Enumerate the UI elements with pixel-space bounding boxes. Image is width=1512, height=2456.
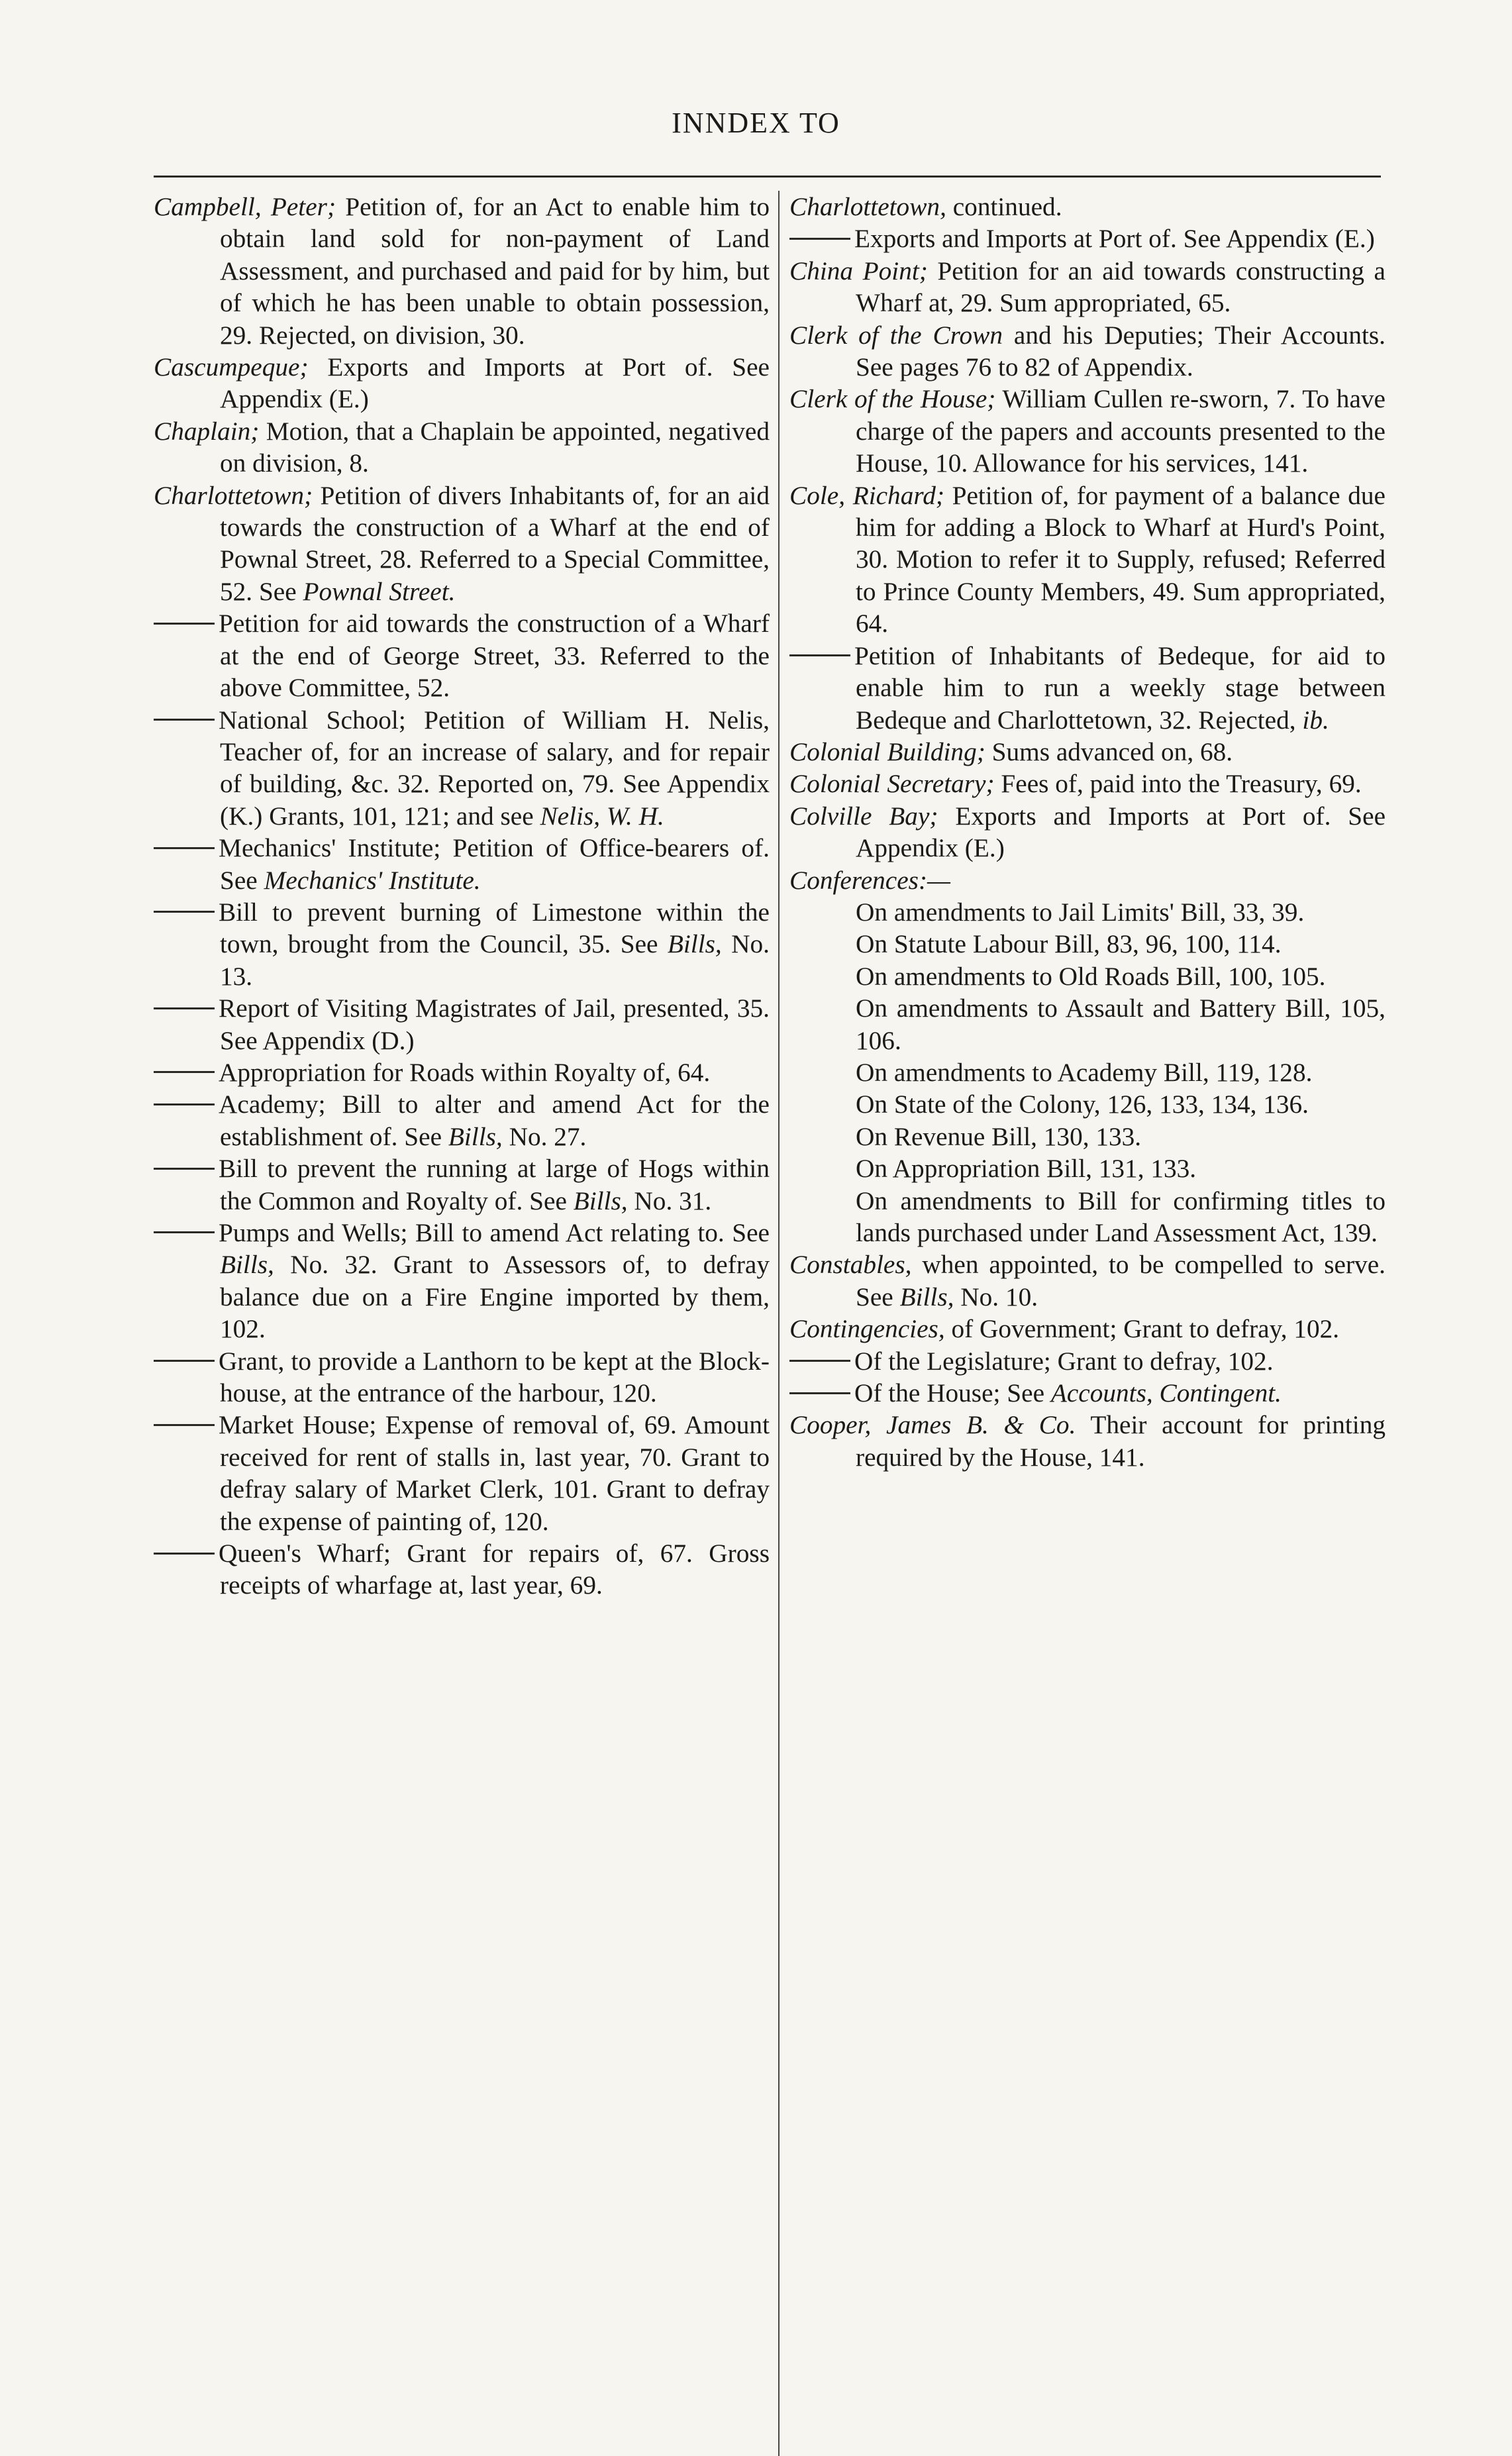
entry-heading: Contingencies,	[789, 1314, 945, 1344]
index-entry	[789, 223, 1386, 254]
ditto-dash	[154, 719, 215, 721]
ditto-dash	[154, 623, 215, 625]
entry-text: On amendments to Assault and Battery Bill, 105, 106.	[856, 994, 1386, 1055]
entry-text: Exports and Imports at Port of. See Appendix (E.)	[220, 352, 770, 414]
entry-text: Academy; Bill to alter and amend Act for the establishment of. See	[219, 1090, 770, 1151]
entry-text-tail: No. 10.	[954, 1282, 1038, 1311]
entry-heading: Clerk of the Crown	[789, 320, 1003, 350]
entry-text: Bill to prevent burning of Limestone within the town, brought from the Council, 35. See	[219, 897, 770, 959]
left-column	[154, 191, 770, 1602]
entry-text: Petition for aid towards the construction of a Wharf at the end of George Street, 33. Referred to the above Committee, 52.	[219, 609, 770, 703]
index-entry	[789, 1249, 1386, 1313]
index-entry	[789, 960, 1386, 992]
ditto-dash	[154, 1103, 215, 1105]
index-entry	[789, 1088, 1386, 1120]
entry-reference: Nelis, W. H.	[540, 801, 664, 831]
index-entry	[789, 255, 1386, 319]
index-entry	[789, 864, 1386, 896]
entry-text: Petition of divers Inhabitants of, for an aid towards the construction of a Wharf at the end of Pownal Street, 28. Referred to a Special Committee, 52. See	[220, 480, 770, 606]
entry-heading: Colonial Secretary;	[789, 769, 995, 799]
entry-text: Grant, to provide a Lanthorn to be kept at the Block-house, at the entrance of the harbour, 120.	[219, 1346, 770, 1408]
entry-heading: Cooper, James B. & Co.	[789, 1410, 1076, 1440]
ditto-dash	[154, 1231, 215, 1233]
entry-heading: Constables,	[789, 1250, 912, 1280]
ditto-dash	[154, 1553, 215, 1555]
index-entry	[154, 1217, 770, 1345]
ditto-dash	[789, 1360, 850, 1362]
entry-heading: China Point;	[789, 256, 928, 285]
entry-reference: Pownal Street.	[303, 576, 456, 606]
ditto-dash	[789, 654, 850, 656]
entry-text: continued.	[946, 192, 1062, 221]
entry-text: Appropriation for Roads within Royalty of, 64.	[219, 1057, 711, 1087]
entry-text: Pumps and Wells; Bill to amend Act relating to. See	[219, 1218, 770, 1247]
entry-heading: Cole, Richard;	[789, 480, 944, 510]
entry-text: National School; Petition of William H. Nelis, Teacher of, for an increase of salary, and for repair of building, &c. 32. Reported on, 79. See Appendix (K.) Grants, 101, 121; and see	[219, 705, 770, 831]
index-entry	[789, 800, 1386, 864]
index-entry	[154, 480, 770, 608]
index-entry	[789, 1152, 1386, 1184]
entry-reference: Mechanics' Institute.	[264, 865, 481, 895]
entry-reference: Bills,	[899, 1282, 954, 1311]
index-entry	[789, 1121, 1386, 1152]
entry-text: when appointed, to be compelled to serve. See	[856, 1250, 1386, 1311]
index-entry	[154, 1056, 770, 1088]
index-entry	[154, 1409, 770, 1537]
index-entry	[154, 1345, 770, 1409]
ditto-dash	[154, 1007, 215, 1009]
index-entry	[789, 1313, 1386, 1345]
ditto-dash	[154, 911, 215, 913]
index-entry	[789, 1345, 1386, 1377]
entry-heading: Charlottetown;	[154, 480, 313, 510]
index-entry	[789, 928, 1386, 960]
entry-heading: Colonial Building;	[789, 737, 985, 766]
entry-text-tail: No. 32. Grant to Assessors of, to defray balance due on a Fire Engine imported by them, 102.	[220, 1250, 770, 1344]
index-entry	[789, 1409, 1386, 1473]
index-entry	[789, 1377, 1386, 1409]
index-entry	[154, 1537, 770, 1602]
entry-heading: Campbell, Peter;	[154, 192, 336, 221]
column-divider	[778, 191, 780, 2456]
entry-text-tail: No. 13.	[220, 929, 770, 991]
entry-text: Of the House; See	[854, 1378, 1051, 1408]
entry-text: On State of the Colony, 126, 133, 134, 136.	[856, 1090, 1309, 1119]
index-entry	[789, 480, 1386, 640]
ditto-dash	[154, 1360, 215, 1362]
index-entry	[789, 736, 1386, 768]
header-rule	[154, 176, 1381, 178]
index-entry	[154, 1152, 770, 1217]
entry-text: Fees of, paid into the Treasury, 69.	[994, 769, 1362, 799]
entry-text: Petition of Inhabitants of Bedeque, for aid to enable him to run a weekly stage between Bedeque and Charlottetown, 32. Rejected,	[854, 640, 1386, 735]
index-entry	[154, 1088, 770, 1152]
index-entry	[154, 415, 770, 480]
ditto-dash	[154, 1168, 215, 1170]
entry-reference: ib.	[1302, 705, 1329, 735]
ditto-dash	[154, 1424, 215, 1426]
index-entry	[789, 191, 1386, 223]
entry-reference: Bills,	[220, 1250, 274, 1280]
entry-text: Of the Legislature; Grant to defray, 102.	[854, 1346, 1274, 1376]
entry-text: On amendments to Academy Bill, 119, 128.	[856, 1057, 1313, 1087]
entry-heading: Charlottetown,	[789, 192, 946, 221]
entry-text: Motion, that a Chaplain be appointed, negatived on division, 8.	[220, 416, 770, 478]
entry-heading: Chaplain;	[154, 416, 260, 446]
index-entry	[154, 832, 770, 896]
entry-text: Their account for printing required by the House, 141.	[856, 1410, 1386, 1472]
entry-text: On Appropriation Bill, 131, 133.	[856, 1154, 1197, 1184]
entry-heading: Conferences:—	[789, 865, 950, 895]
index-entry	[154, 191, 770, 351]
entry-text: Report of Visiting Magistrates of Jail, presented, 35. See Appendix (D.)	[219, 994, 770, 1055]
entry-heading: Colville Bay;	[789, 801, 938, 831]
entry-text-tail: No. 31.	[627, 1186, 712, 1215]
entry-reference: Bills,	[573, 1186, 628, 1215]
index-entry	[789, 992, 1386, 1056]
entry-text: of Government; Grant to defray, 102.	[944, 1314, 1340, 1344]
entry-text: Exports and Imports at Port of. See Appendix (E.)	[856, 801, 1386, 863]
entry-text: Petition of, for payment of a balance due him for adding a Block to Wharf at Hurd's Point, 30. Motion to refer it to Supply, refused; Referred to Prince County Members, 49. Sum appropriated, 64.	[856, 480, 1386, 639]
entry-reference: Accounts, Contingent.	[1050, 1378, 1282, 1408]
entry-text: Mechanics' Institute; Petition of Office-bearers of. See	[219, 833, 770, 895]
entry-text: On amendments to Jail Limits' Bill, 33, 39.	[856, 897, 1305, 927]
entry-text: and his Deputies; Their Accounts. See pages 76 to 82 of Appendix.	[856, 320, 1386, 382]
index-entry	[789, 768, 1386, 799]
index-entry	[789, 896, 1386, 928]
entry-text: William Cullen re-sworn, 7. To have charge of the papers and accounts presented to the House, 10. Allowance for his services, 141.	[856, 384, 1386, 478]
entry-text: Queen's Wharf; Grant for repairs of, 67. Gross receipts of wharfage at, last year, 69.	[219, 1539, 770, 1600]
entry-text: Bill to prevent the running at large of Hogs within the Common and Royalty of. See	[219, 1154, 770, 1215]
entry-reference: Bills,	[667, 929, 722, 959]
index-entry	[789, 383, 1386, 479]
entry-text: On amendments to Bill for confirming titles to lands purchased under Land Assessment Act, 139.	[856, 1186, 1386, 1247]
index-entry	[789, 1185, 1386, 1249]
entry-text: On amendments to Old Roads Bill, 100, 105.	[856, 961, 1326, 991]
entry-text: On Statute Labour Bill, 83, 96, 100, 114.	[856, 929, 1282, 959]
entry-text: On Revenue Bill, 130, 133.	[856, 1121, 1142, 1151]
index-entry	[789, 640, 1386, 736]
entry-text: Exports and Imports at Port of. See Appendix (E.)	[854, 224, 1375, 254]
entry-text-tail: No. 27.	[502, 1121, 587, 1151]
entry-reference: Bills,	[448, 1121, 503, 1151]
entry-text: Sums advanced on, 68.	[985, 737, 1233, 766]
index-entry	[789, 1056, 1386, 1088]
index-entry	[154, 896, 770, 992]
entry-text: Market House; Expense of removal of, 69. Amount received for rent of stalls in, last year, 70. Grant to defray salary of Market Clerk, 101. Grant to defray the expense of painting of, 120.	[219, 1410, 770, 1536]
entry-text: Petition of, for an Act to enable him to obtain land sold for non-payment of Land Assessment, and purchased and paid for by him, but of which he has been unable to obtain possession, 29. Rejected, on division, 30.	[220, 192, 770, 350]
index-entry	[154, 992, 770, 1056]
index-entry	[154, 607, 770, 703]
index-entry	[789, 319, 1386, 384]
entry-heading: Cascumpeque;	[154, 352, 309, 382]
ditto-dash	[154, 847, 215, 849]
right-column	[789, 191, 1386, 1473]
ditto-dash	[789, 1392, 850, 1394]
ditto-dash	[789, 238, 850, 240]
entry-heading: Clerk of the House;	[789, 384, 996, 414]
index-entry	[154, 704, 770, 833]
ditto-dash	[154, 1071, 215, 1073]
page-header: INNDEX TO	[672, 107, 840, 139]
index-entry	[154, 351, 770, 415]
entry-text: Petition for an aid towards constructing a Wharf at, 29. Sum appropriated, 65.	[856, 256, 1386, 318]
